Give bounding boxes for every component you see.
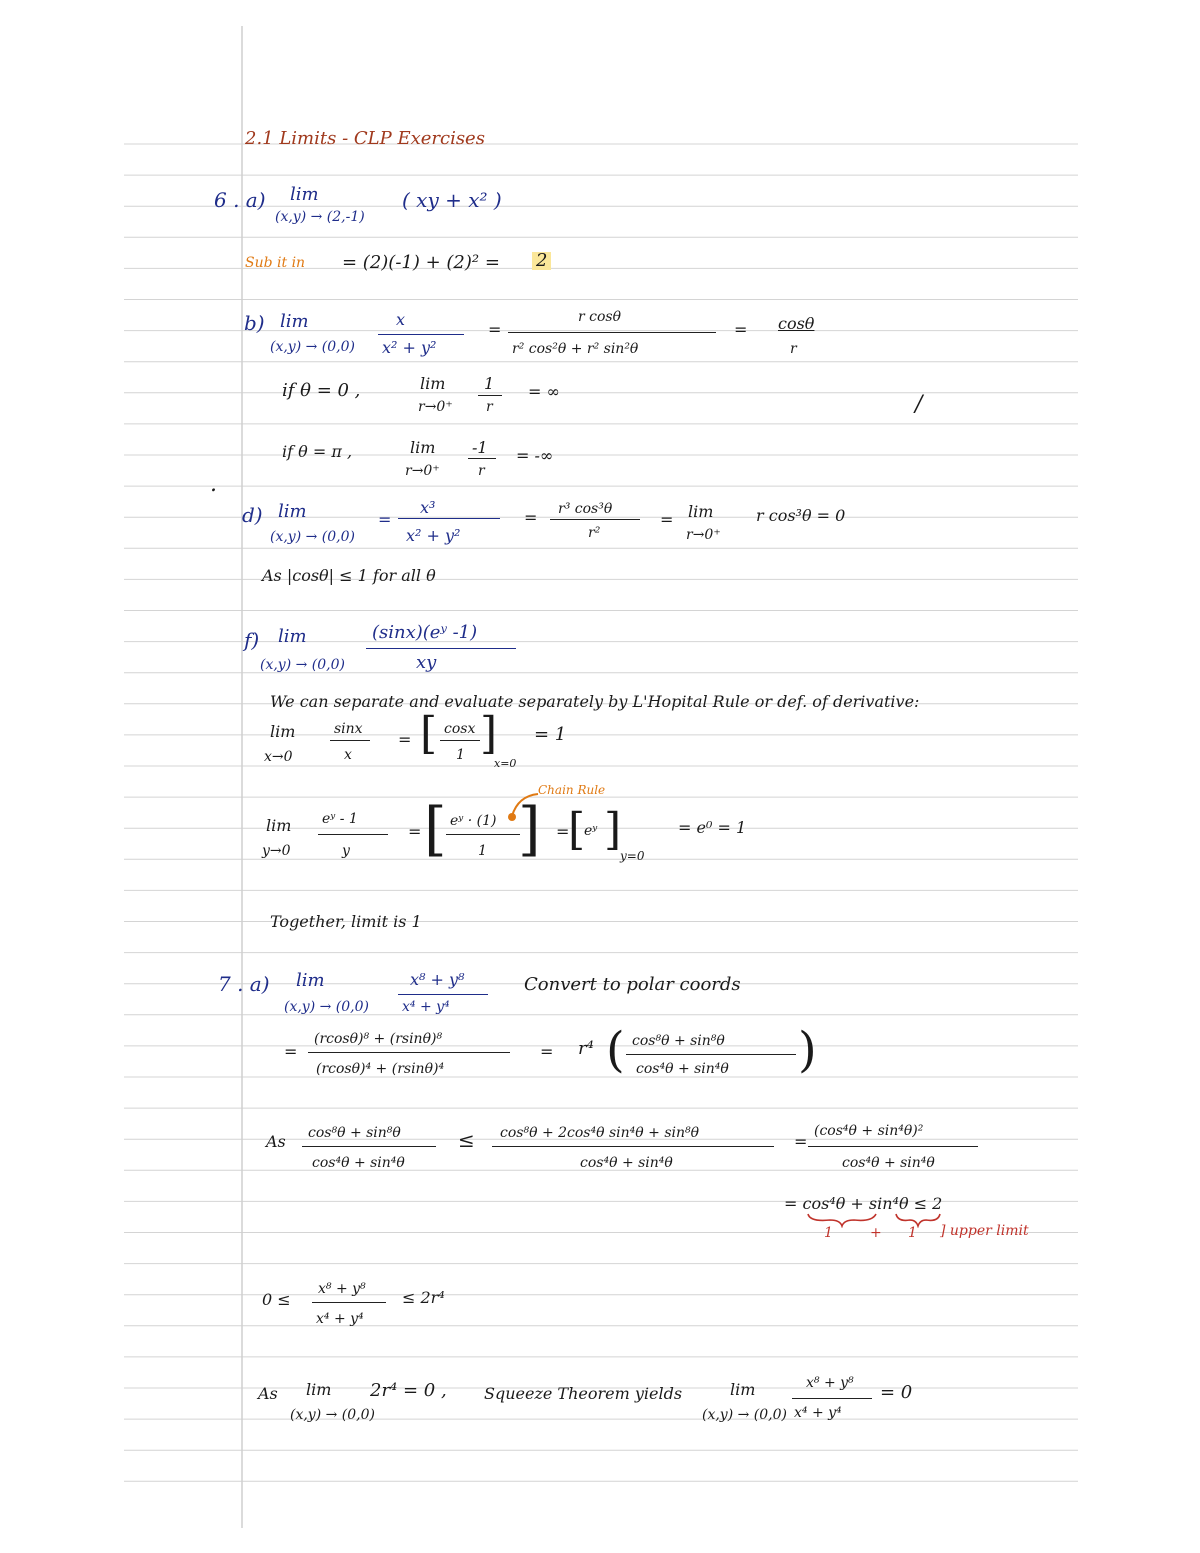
q6d-polar-denominator: r² [588,525,601,541]
q6d-result: r cos³θ = 0 [756,506,846,525]
q7a-final-result: = 0 [880,1382,913,1403]
q7a-ineq-mid-denominator: cos⁴θ + sin⁴θ [580,1155,673,1171]
q6b-equals-1: = [488,320,502,339]
q6b-simplified-numerator: cosθ [778,314,815,333]
q6b-lim-under: (x,y) → (0,0) [270,339,355,355]
q7a-le: ≤ [458,1128,475,1152]
q6f-l1-lim: lim [270,722,296,741]
q7a-squeeze-right: ≤ 2r⁴ [402,1288,445,1307]
q6f-l2-subscript: y=0 [620,849,645,863]
q6b-case1-bar [478,395,502,396]
q6b-case2-under: r→0⁺ [405,463,440,479]
q7a-inner-numerator: cos⁸θ + sin⁸θ [632,1033,725,1049]
q7a-ineq-mid-bar [492,1146,774,1147]
q6f-l2-right-bracket: ] [518,795,541,863]
q6f-l1-left-bracket: [ [420,708,438,759]
q6b-denominator: x² + y² [382,338,437,357]
q7a-ineq-left-numerator: cos⁸θ + sin⁸θ [308,1125,401,1141]
q6b-lim: lim [280,311,309,332]
q7a-final-lim: lim [306,1380,332,1399]
q7a-ineq-mid-numerator: cos⁸θ + 2cos⁴θ sin⁴θ + sin⁸θ [500,1125,700,1141]
q6f-l1-bar [330,740,370,741]
q7a-annotation-1a: 1 [824,1225,833,1241]
q6f-l2-bracket-bar [446,834,520,835]
q6f-l2-bracket2-content: eʸ [584,823,598,839]
q6f-explanation: We can separate and evaluate separately by L'Hopital Rule or def. of derivative: [270,692,920,711]
q7a-final-as: As [258,1384,278,1403]
q6b-case2-lim: lim [410,438,436,457]
q6b-case2-denominator: r [478,463,485,479]
q7a-squeeze-denominator: x⁴ + y⁴ [316,1311,364,1327]
q6d-equals-1: = [524,508,538,527]
q7a-ineq-right-numerator: (cos⁴θ + sin⁴θ)² [814,1123,924,1139]
q6f-l2-bracket-denominator: 1 [478,843,487,859]
q7a-as: As [266,1132,286,1151]
q7a-final-bar [792,1398,872,1399]
q7a-final-lim2: lim [730,1380,756,1399]
q7a-polar-denominator: (rcosθ)⁴ + (rsinθ)⁴ [316,1061,445,1077]
q6b-label: b) [244,311,265,335]
q6a-lim-under: (x,y) → (2,-1) [275,209,365,225]
q6f-l1-bracket-numerator: cosx [444,721,476,737]
q6f-l2-result: = e⁰ = 1 [678,818,747,837]
q7a-fraction-bar [398,994,488,995]
q7a-annotation-plus: + [870,1225,882,1241]
q6a-lim: lim [290,184,319,205]
q6a-sub-note: Sub it in [245,255,306,271]
q6a-work: = (2)(-1) + (2)² = [342,252,500,273]
q6b-numerator: x [396,310,406,329]
q6b-polar-numerator: r cosθ [578,309,622,325]
q7a-lim: lim [296,970,325,991]
q6f-l1-under: x→0 [264,749,293,765]
q7a-annotation-upper-limit: ] upper limit [940,1223,1029,1239]
q6f-conclusion: Together, limit is 1 [270,912,422,931]
q6f-l1-bracket-denominator: 1 [456,747,465,763]
q7a-r4: r⁴ [578,1038,594,1059]
q6f-label: f) [244,628,260,652]
q6f-l2-left-bracket-2: [ [568,804,586,855]
q6d-note: As |cosθ| ≤ 1 for all θ [262,566,436,585]
q6d-fraction-bar [398,518,500,519]
q7a-equals-0: = [284,1042,298,1061]
q6b-case1-denominator: r [486,399,493,415]
q7a-denominator: x⁴ + y⁴ [402,999,450,1015]
q7a-convert-note: Convert to polar coords [524,974,741,995]
q6b-case2-bar [468,458,496,459]
q6b-case2-result: = -∞ [516,446,554,465]
q6f-l1-bracket-bar [440,740,480,741]
q7a-right-paren: ) [798,1022,817,1078]
q7a-left-paren: ( [606,1022,625,1078]
q6f-l2-equals: = [408,822,422,841]
q6d-denominator: x² + y² [406,526,461,545]
q7a-inner-denominator: cos⁴θ + sin⁴θ [636,1061,729,1077]
q6b-case1-result: = ∞ [528,382,560,401]
q6f-l1-right-bracket: ] [480,708,498,759]
stray-slash: / [915,392,923,417]
q6f-l1-numerator: sinx [334,721,363,737]
q6a-label: 6 . a) [214,188,266,212]
q7a-polar-bar [308,1052,510,1053]
q7a-inner-bar [626,1054,796,1055]
q7a-polar-numerator: (rcosθ)⁸ + (rsinθ)⁸ [314,1031,443,1047]
q6d-lim2-under: r→0⁺ [686,527,721,543]
q6f-l2-left-bracket: [ [424,795,447,863]
page-title: 2.1 Limits - CLP Exercises [245,128,485,149]
q6d-equals-2: = [660,510,674,529]
chain-rule-note: Chain Rule [538,783,606,797]
q7a-ineq-left-bar [302,1146,436,1147]
q7a-bound-line: = cos⁴θ + sin⁴θ ≤ 2 [784,1194,943,1213]
q6a-expression: ( xy + x² ) [402,188,502,212]
q6f-lim-under: (x,y) → (0,0) [260,657,345,673]
q6b-case2-condition: if θ = π , [282,442,353,461]
q6b-case1-under: r→0⁺ [418,399,453,415]
q7a-squeeze-left: 0 ≤ [262,1290,291,1309]
q6f-l2-numerator: eʸ - 1 [322,811,358,827]
q6b-polar-bar [508,332,716,333]
q6f-numerator: (sinx)(eʸ -1) [372,622,478,643]
q6b-fraction-bar [378,334,464,335]
q6d-polar-numerator: r³ cos³θ [558,501,613,517]
q6d-equals-0: = [378,510,392,529]
q6d-numerator: x³ [420,498,436,517]
q7a-final-denominator: x⁴ + y⁴ [794,1405,842,1421]
q6d-label: d) [242,503,263,527]
q6f-l2-equals-2: = [556,822,570,841]
q7a-ineq-right-denominator: cos⁴θ + sin⁴θ [842,1155,935,1171]
q6d-lim2: lim [688,502,714,521]
q6f-l1-equals: = [398,730,412,749]
q7a-final-lim2-under: (x,y) → (0,0) [702,1407,787,1423]
q7a-numerator: x⁸ + y⁸ [410,970,465,989]
q6f-l2-lim: lim [266,816,292,835]
q6b-polar-denominator: r² cos²θ + r² sin²θ [512,341,639,357]
q6b-case1-lim: lim [420,374,446,393]
q6f-l2-bracket-numerator: eʸ · (1) [450,813,497,829]
q7a-ineq-left-denominator: cos⁴θ + sin⁴θ [312,1155,405,1171]
q6b-case2-numerator: -1 [472,438,488,457]
q6d-polar-bar [550,519,640,520]
q6b-case1-condition: if θ = 0 , [282,380,361,401]
q6f-lim: lim [278,626,307,647]
q7a-equals-2: = [794,1132,808,1151]
q6b-simplified-denominator: r [790,341,797,357]
q7a-equals-1: = [540,1042,554,1061]
q7a-squeeze-numerator: x⁸ + y⁸ [318,1281,366,1297]
q6d-lim-under: (x,y) → (0,0) [270,529,355,545]
q6b-equals-2: = [734,320,748,339]
q6f-l2-under: y→0 [262,843,291,859]
q6f-l1-result: = 1 [534,724,567,745]
q6f-l2-denominator: y [342,843,350,859]
q6f-fraction-bar [366,648,516,649]
q6f-denominator: xy [416,652,437,673]
q6f-l2-bar [318,834,388,835]
q6d-lim: lim [278,501,307,522]
q6a-answer: 2 [532,252,551,270]
q7a-ineq-right-bar [808,1146,978,1147]
stray-dot: . [210,472,217,497]
q7a-final-lim-under: (x,y) → (0,0) [290,1407,375,1423]
q7a-lim-under: (x,y) → (0,0) [284,999,369,1015]
q6b-case1-numerator: 1 [484,374,495,393]
q6f-l1-subscript: x=0 [494,757,517,770]
q6f-l1-denominator: x [344,747,352,763]
q6f-l2-right-bracket-2: ] [604,804,622,855]
q7a-annotation-1b: 1 [908,1225,917,1241]
q7a-final-expression: 2r⁴ = 0 , [370,1380,447,1401]
q7a-final-numerator: x⁸ + y⁸ [806,1375,854,1391]
q7a-final-text: Squeeze Theorem yields [484,1384,683,1403]
q7a-label: 7 . a) [218,972,270,996]
q7a-squeeze-bar [312,1302,386,1303]
